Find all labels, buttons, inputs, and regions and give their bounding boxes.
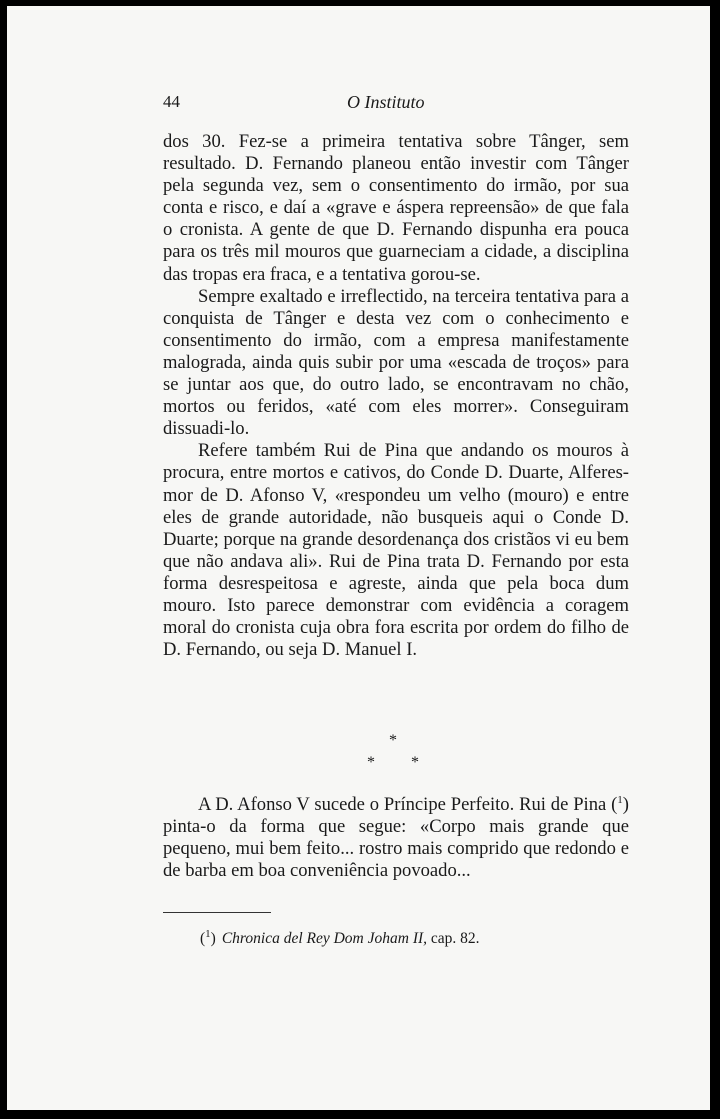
asterisk-left: * [367, 754, 375, 771]
page-number: 44 [163, 92, 180, 111]
paragraph-1: dos 30. Fez-se a primeira tentativa sobre Tânger, sem resultado. D. Fernando planeou então investir com Tânger pela segunda vez, sem o consentimento do irmão, por sua conta e risco, e daí a «grave e áspera repreensão» de que fala o cronista. A gente de que D. Fernando dispunha era pouca para os três mil mouros que guarneciam a cidade, a disciplina das tropas era fraca, e a tentativa gorou-se. [163, 131, 629, 285]
paragraph-4-end: ) pinta-o da forma que segue: «Corpo mais grande que pequeno, mui bem feito... rostro mais comprido que redondo e de barba em boa conveniência povoado... [163, 794, 629, 882]
book-page [7, 6, 710, 1110]
running-title: O Instituto [347, 92, 425, 112]
footnote-divider [163, 912, 271, 913]
footnote [200, 927, 620, 948]
footnote-marker-open: ( [200, 930, 206, 947]
body-text [163, 131, 629, 661]
body-text-section-2 [163, 794, 629, 882]
paragraph-4 [163, 794, 629, 882]
footnote-reference: 1 [617, 793, 623, 806]
page-header [163, 92, 635, 116]
section-separator [357, 733, 429, 781]
paragraph-3: Refere também Rui de Pina que andando os mouros à procura, entre mortos e cativos, do Conde D. Duarte, Alferes-mor de D. Afonso V, «respondeu um velho (mouro) e entre eles de grande autoridade, não busqueis aqui o Conde D. Duarte; porque na grande desordenança dos cristãos vi eu bem que não andava ali». Rui de Pina trata D. Fernando por esta forma desrespeitosa e agreste, ainda que pela boca dum mouro. Isto parece demonstrar com evidência a coragem moral do cronista cuja obra fora escrita por ordem do filho de D. Fernando, ou seja D. Manuel I. [163, 440, 629, 661]
footnote-marker-number: 1 [205, 927, 211, 940]
paragraph-4-start: A D. Afonso V sucede o Príncipe Perfeito. Rui de Pina ( [198, 794, 618, 815]
footnote-marker [200, 927, 216, 947]
paragraph-2: Sempre exaltado e irreflectido, na terceira tentativa para a conquista de Tânger e desta vez com o conhecimento e consentimento do irmão, com a empresa manifestamente malograda, ainda quis subir por uma «escada de troços» para se juntar aos que, do outro lado, se encontravam no chão, mortos ou feridos, «até com eles morrer». Conseguiram dissuadi-lo. [163, 285, 629, 440]
footnote-rest: cap. 82. [427, 930, 480, 947]
footnote-marker-close: ) [210, 930, 216, 947]
asterisk-right: * [411, 754, 419, 771]
footnote-title: Chronica del Rey Dom Joham II, [221, 930, 428, 947]
asterisk-top: * [389, 732, 397, 749]
